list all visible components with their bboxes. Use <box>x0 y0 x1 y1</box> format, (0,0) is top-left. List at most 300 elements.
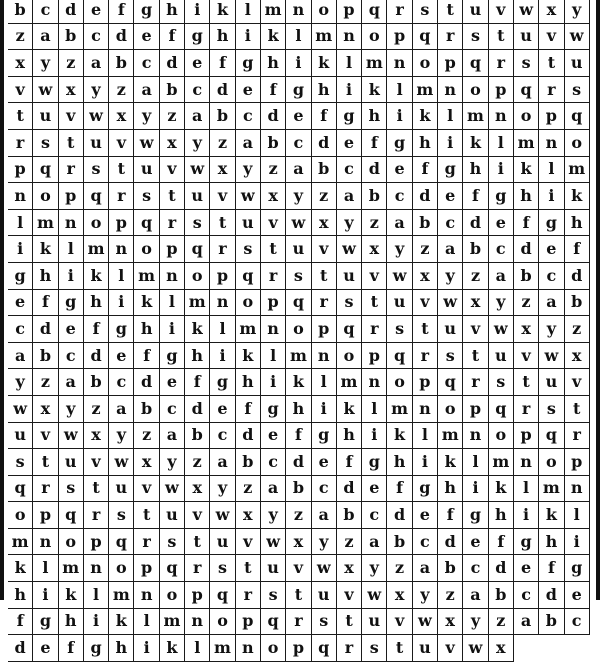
letter-cell: o <box>337 343 362 370</box>
letter-cell: b <box>185 423 210 450</box>
letter-cell: c <box>565 609 590 636</box>
letter-cell: q <box>160 555 185 582</box>
letter-cell: s <box>109 502 134 529</box>
letter-cell: t <box>362 290 387 317</box>
letter-cell: k <box>413 103 438 130</box>
letter-cell: q <box>33 157 58 184</box>
letter-cell: o <box>514 103 539 130</box>
letter-cell: p <box>387 24 412 51</box>
letter-cell: a <box>286 157 311 184</box>
letter-cell: b <box>312 157 337 184</box>
letter-cell: o <box>413 50 438 77</box>
letter-cell: d <box>210 77 235 104</box>
letter-cell: w <box>134 130 159 157</box>
letter-cell: d <box>362 157 387 184</box>
letter-cell: p <box>489 77 514 104</box>
letter-cell: f <box>160 24 185 51</box>
letter-cell: y <box>8 369 33 396</box>
letter-cell: w <box>160 476 185 503</box>
letter-cell: o <box>134 236 159 263</box>
letter-cell: k <box>337 396 362 423</box>
letter-cell: e <box>438 183 463 210</box>
letter-cell: p <box>33 502 58 529</box>
letter-cell: d <box>8 635 33 662</box>
letter-cell: f <box>185 369 210 396</box>
letter-cell: b <box>236 449 261 476</box>
letter-cell: d <box>185 396 210 423</box>
letter-cell: o <box>438 396 463 423</box>
letter-cell: f <box>514 210 539 237</box>
letter-cell: x <box>539 0 564 24</box>
letter-cell: o <box>261 635 286 662</box>
letter-cell: z <box>337 529 362 556</box>
letter-cell: n <box>312 343 337 370</box>
letter-cell: d <box>337 476 362 503</box>
letter-cell: o <box>109 555 134 582</box>
letter-cell: s <box>312 609 337 636</box>
letter-cell: x <box>438 609 463 636</box>
letter-cell: g <box>134 0 159 24</box>
letter-cell: s <box>33 130 58 157</box>
letter-cell: c <box>261 449 286 476</box>
letter-cell: e <box>8 290 33 317</box>
letter-cell: o <box>236 290 261 317</box>
letter-cell: u <box>387 290 412 317</box>
letter-cell: c <box>514 582 539 609</box>
letter-cell: h <box>8 582 33 609</box>
letter-cell: p <box>514 423 539 450</box>
letter-cell: r <box>362 316 387 343</box>
letter-cell: l <box>59 236 84 263</box>
letter-cell: q <box>185 236 210 263</box>
letter-cell: h <box>286 396 311 423</box>
letter-cell: n <box>489 103 514 130</box>
letter-cell: h <box>84 290 109 317</box>
letter-cell: t <box>59 130 84 157</box>
letter-cell: f <box>134 343 159 370</box>
letter-cell: k <box>160 635 185 662</box>
letter-cell: h <box>413 130 438 157</box>
letter-cell: n <box>261 316 286 343</box>
letter-cell: x <box>514 316 539 343</box>
letter-cell: i <box>362 423 387 450</box>
letter-cell: i <box>539 183 564 210</box>
letter-cell: q <box>463 50 488 77</box>
letter-cell: g <box>312 423 337 450</box>
letter-cell: g <box>565 555 590 582</box>
letter-cell: t <box>463 343 488 370</box>
letter-cell: u <box>489 343 514 370</box>
letter-cell: z <box>413 236 438 263</box>
letter-cell: z <box>236 476 261 503</box>
letter-cell: x <box>8 50 33 77</box>
letter-cell: p <box>312 316 337 343</box>
letter-cell: i <box>312 396 337 423</box>
letter-cell: t <box>489 24 514 51</box>
letter-cell: d <box>59 0 84 24</box>
letter-cell: x <box>312 210 337 237</box>
letter-cell: u <box>286 236 311 263</box>
letter-cell: d <box>236 423 261 450</box>
letter-cell: t <box>438 0 463 24</box>
letter-cell: h <box>438 476 463 503</box>
letter-cell: q <box>413 24 438 51</box>
letter-cell: a <box>210 449 235 476</box>
letter-cell: q <box>539 423 564 450</box>
letter-cell: s <box>210 555 235 582</box>
letter-cell: a <box>8 343 33 370</box>
letter-cell: e <box>539 236 564 263</box>
letter-cell: a <box>362 529 387 556</box>
letter-cell: c <box>185 77 210 104</box>
letter-cell: l <box>8 210 33 237</box>
letter-cell: b <box>539 609 564 636</box>
letter-cell: s <box>8 449 33 476</box>
letter-cell: m <box>539 476 564 503</box>
letter-cell: c <box>210 423 235 450</box>
letter-cell: l <box>84 582 109 609</box>
letter-cell: s <box>387 316 412 343</box>
letter-cell: y <box>337 210 362 237</box>
letter-cell: u <box>438 316 463 343</box>
letter-cell: g <box>236 50 261 77</box>
letter-cell: u <box>59 449 84 476</box>
letter-cell: o <box>84 210 109 237</box>
letter-cell: q <box>84 183 109 210</box>
letter-cell: a <box>489 263 514 290</box>
letter-cell: g <box>160 343 185 370</box>
letter-cell: g <box>489 183 514 210</box>
letter-cell: b <box>387 529 412 556</box>
letter-cell: s <box>134 183 159 210</box>
letter-cell: u <box>210 529 235 556</box>
letter-cell: u <box>261 555 286 582</box>
letter-cell: v <box>8 77 33 104</box>
letter-cell: b <box>337 502 362 529</box>
letter-cell: i <box>84 609 109 636</box>
letter-cell: s <box>59 476 84 503</box>
letter-cell: y <box>59 396 84 423</box>
letter-cell: m <box>312 24 337 51</box>
letter-cell: a <box>109 396 134 423</box>
letter-cell: b <box>59 24 84 51</box>
letter-cell: d <box>489 555 514 582</box>
letter-cell: g <box>362 449 387 476</box>
letter-cell: y <box>134 103 159 130</box>
letter-cell: r <box>33 476 58 503</box>
letter-cell: v <box>210 183 235 210</box>
letter-cell: i <box>337 77 362 104</box>
letter-cell: p <box>261 290 286 317</box>
letter-cell: r <box>489 50 514 77</box>
letter-cell: u <box>413 635 438 662</box>
letter-cell: q <box>59 502 84 529</box>
letter-cell: e <box>59 316 84 343</box>
letter-cell: b <box>160 77 185 104</box>
letter-cell: w <box>438 290 463 317</box>
letter-cell: w <box>210 502 235 529</box>
letter-cell: l <box>160 290 185 317</box>
letter-cell: x <box>59 77 84 104</box>
letter-cell: a <box>160 423 185 450</box>
letter-cell: g <box>261 396 286 423</box>
letter-cell: f <box>8 609 33 636</box>
letter-cell: q <box>362 0 387 24</box>
letter-cell: m <box>337 369 362 396</box>
letter-cell: d <box>134 369 159 396</box>
letter-cell: t <box>8 103 33 130</box>
letter-cell: t <box>84 476 109 503</box>
letter-cell: l <box>565 502 590 529</box>
letter-cell: b <box>8 0 33 24</box>
letter-cell: z <box>109 77 134 104</box>
letter-cell: o <box>8 502 33 529</box>
letter-cell: u <box>539 369 564 396</box>
letter-cell: e <box>33 635 58 662</box>
letter-cell: u <box>236 210 261 237</box>
letter-cell: s <box>185 210 210 237</box>
letter-cell: v <box>286 555 311 582</box>
letter-cell: r <box>286 609 311 636</box>
letter-cell: e <box>84 0 109 24</box>
letter-cell: o <box>59 529 84 556</box>
letter-cell: f <box>387 476 412 503</box>
letter-cell: e <box>362 476 387 503</box>
letter-cell: v <box>160 157 185 184</box>
letter-cell: y <box>362 555 387 582</box>
letter-cell: z <box>489 609 514 636</box>
letter-cell: q <box>261 609 286 636</box>
letter-cell: r <box>236 582 261 609</box>
letter-cell: m <box>565 157 590 184</box>
letter-cell: b <box>413 210 438 237</box>
letter-cell: e <box>261 423 286 450</box>
letter-cell: k <box>565 183 590 210</box>
letter-cell: w <box>185 157 210 184</box>
letter-cell: r <box>565 423 590 450</box>
letter-cell: l <box>134 609 159 636</box>
letter-cell: m <box>33 210 58 237</box>
letter-cell: v <box>514 343 539 370</box>
letter-cell: c <box>489 236 514 263</box>
letter-cell: y <box>185 130 210 157</box>
letter-cell: t <box>109 157 134 184</box>
letter-cell: q <box>109 529 134 556</box>
letter-cell: o <box>210 609 235 636</box>
letter-cell: g <box>438 157 463 184</box>
letter-cell: t <box>337 609 362 636</box>
letter-cell: v <box>539 24 564 51</box>
letter-cell: s <box>337 290 362 317</box>
letter-cell: x <box>413 263 438 290</box>
letter-cell: r <box>539 77 564 104</box>
letter-cell: t <box>210 210 235 237</box>
letter-cell: l <box>463 449 488 476</box>
letter-cell: z <box>59 50 84 77</box>
letter-cell: p <box>59 183 84 210</box>
letter-cell: w <box>261 529 286 556</box>
letter-cell: m <box>59 555 84 582</box>
letter-cell: m <box>514 130 539 157</box>
letter-cell: u <box>134 157 159 184</box>
letter-cell: z <box>286 502 311 529</box>
letter-cell: g <box>59 290 84 317</box>
letter-cell: x <box>489 635 514 662</box>
letter-cell: p <box>463 396 488 423</box>
letter-cell: i <box>160 316 185 343</box>
letter-cell: g <box>413 476 438 503</box>
letter-cell: y <box>109 423 134 450</box>
letter-cell: a <box>539 290 564 317</box>
letter-cell: y <box>261 502 286 529</box>
letter-cell: n <box>210 290 235 317</box>
letter-cell: i <box>8 236 33 263</box>
letter-cell: i <box>109 290 134 317</box>
letter-cell: l <box>185 635 210 662</box>
letter-cell: c <box>438 210 463 237</box>
letter-cell: l <box>438 103 463 130</box>
letter-cell: i <box>261 369 286 396</box>
letter-cell: n <box>362 369 387 396</box>
letter-cell: f <box>59 635 84 662</box>
letter-cell: x <box>33 396 58 423</box>
letter-cell: w <box>463 635 488 662</box>
letter-cell: p <box>539 103 564 130</box>
letter-cell: e <box>109 343 134 370</box>
letter-cell: v <box>463 316 488 343</box>
letter-cell: d <box>565 263 590 290</box>
letter-cell: e <box>210 396 235 423</box>
letter-cell: v <box>134 476 159 503</box>
letter-cell: u <box>109 476 134 503</box>
letter-cell: z <box>362 210 387 237</box>
letter-cell: g <box>109 316 134 343</box>
letter-cell: m <box>463 103 488 130</box>
letter-cell: l <box>539 157 564 184</box>
letter-cell: v <box>489 0 514 24</box>
letter-cell: a <box>312 502 337 529</box>
letter-cell: q <box>8 476 33 503</box>
letter-cell: d <box>539 582 564 609</box>
letter-cell: l <box>312 369 337 396</box>
letter-cell: n <box>33 529 58 556</box>
letter-cell: g <box>185 24 210 51</box>
letter-cell: r <box>185 555 210 582</box>
letter-cell: d <box>33 316 58 343</box>
letter-cell: w <box>337 236 362 263</box>
letter-cell: k <box>185 316 210 343</box>
letter-cell: x <box>134 449 159 476</box>
letter-cell: x <box>236 502 261 529</box>
letter-cell: p <box>210 263 235 290</box>
letter-cell: m <box>109 582 134 609</box>
letter-cell: q <box>514 77 539 104</box>
letter-cell: y <box>438 263 463 290</box>
letter-cell: p <box>109 210 134 237</box>
letter-cell: k <box>312 50 337 77</box>
letter-cell: y <box>160 449 185 476</box>
letter-cell: n <box>438 77 463 104</box>
letter-cell: t <box>134 502 159 529</box>
letter-cell: e <box>160 369 185 396</box>
letter-cell: v <box>337 582 362 609</box>
letter-cell: k <box>514 157 539 184</box>
letter-cell: u <box>8 423 33 450</box>
letter-cell: a <box>387 210 412 237</box>
letter-cell: v <box>236 529 261 556</box>
letter-grid <box>8 0 590 662</box>
letter-cell: f <box>236 396 261 423</box>
letter-cell: n <box>84 555 109 582</box>
letter-cell: m <box>160 609 185 636</box>
letter-cell: a <box>236 130 261 157</box>
letter-cell: w <box>539 343 564 370</box>
letter-cell: m <box>185 290 210 317</box>
letter-cell: d <box>84 343 109 370</box>
letter-cell: p <box>8 157 33 184</box>
letter-cell: n <box>160 263 185 290</box>
letter-cell: k <box>463 130 488 157</box>
letter-cell: e <box>286 103 311 130</box>
letter-cell: b <box>134 396 159 423</box>
letter-cell: i <box>185 0 210 24</box>
letter-cell: l <box>413 423 438 450</box>
letter-cell: e <box>134 24 159 51</box>
letter-cell: c <box>362 502 387 529</box>
letter-cell: u <box>160 502 185 529</box>
letter-cell: w <box>565 24 590 51</box>
letter-cell: s <box>160 529 185 556</box>
letter-cell: l <box>33 555 58 582</box>
letter-cell: b <box>286 476 311 503</box>
letter-cell: b <box>33 343 58 370</box>
letter-cell: s <box>565 77 590 104</box>
letter-cell: z <box>387 555 412 582</box>
letter-cell: n <box>539 130 564 157</box>
letter-cell: t <box>286 582 311 609</box>
letter-cell: w <box>413 609 438 636</box>
letter-cell: m <box>134 263 159 290</box>
letter-cell: z <box>84 396 109 423</box>
letter-cell: w <box>514 0 539 24</box>
letter-cell: m <box>286 343 311 370</box>
letter-cell: t <box>236 555 261 582</box>
letter-cell: z <box>565 316 590 343</box>
letter-cell: d <box>514 236 539 263</box>
letter-cell: q <box>286 290 311 317</box>
letter-cell: m <box>413 77 438 104</box>
letter-cell: b <box>109 50 134 77</box>
letter-cell: y <box>387 236 412 263</box>
letter-cell: v <box>387 609 412 636</box>
letter-cell: f <box>565 236 590 263</box>
letter-cell: a <box>337 183 362 210</box>
letter-cell: d <box>312 130 337 157</box>
letter-cell: v <box>33 423 58 450</box>
letter-cell: n <box>514 449 539 476</box>
letter-cell: w <box>236 183 261 210</box>
letter-cell: t <box>565 396 590 423</box>
letter-cell: f <box>438 502 463 529</box>
letter-cell: a <box>185 103 210 130</box>
letter-cell: i <box>286 50 311 77</box>
letter-cell: x <box>210 157 235 184</box>
letter-cell: p <box>362 343 387 370</box>
letter-cell: l <box>109 263 134 290</box>
letter-cell: q <box>312 635 337 662</box>
letter-cell: y <box>489 290 514 317</box>
letter-cell: r <box>160 210 185 237</box>
